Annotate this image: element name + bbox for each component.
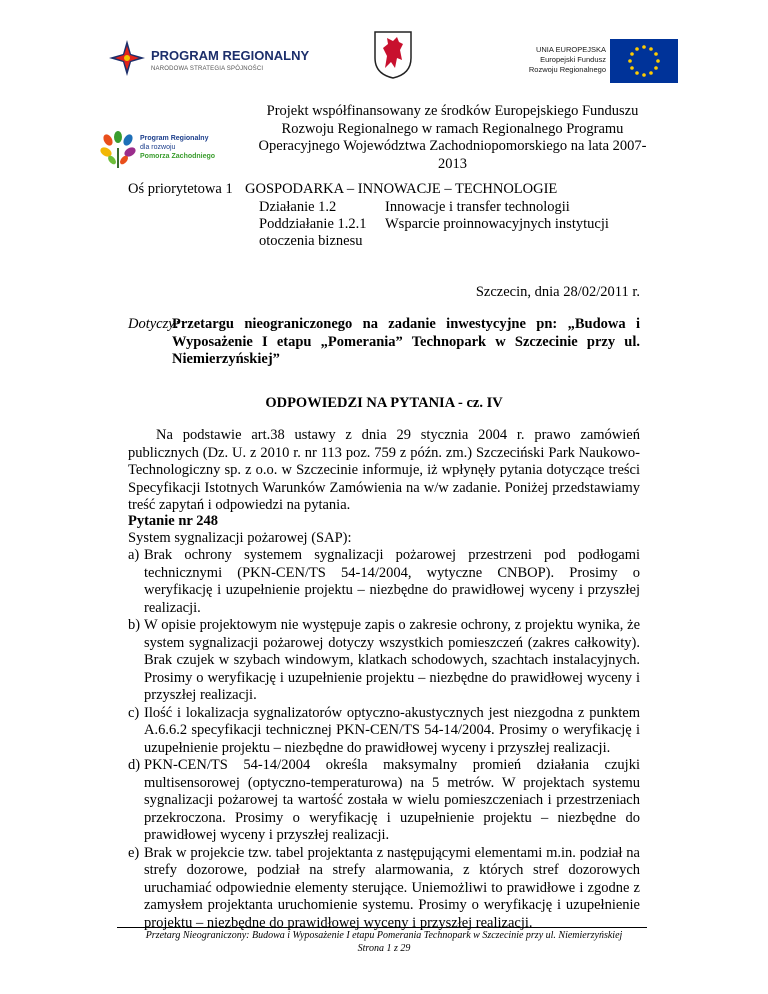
program-regionalny-subtitle: NARODOWA STRATEGIA SPÓJNOŚCI — [151, 66, 264, 72]
page-number: Strona 1 z 29 — [357, 942, 411, 954]
footer-divider — [117, 927, 647, 928]
pomorze-zachodnie-logo — [100, 130, 230, 170]
eu-logo-line1: UNIA EUROPEJSKA — [535, 45, 606, 54]
submeasure-value: Wsparcie proinnowacyjnych instytucji — [385, 216, 609, 232]
program-regionalny-star-icon — [107, 38, 147, 78]
list-item — [128, 547, 640, 617]
pomorze-logo-line2: dla rozwoju — [140, 144, 176, 151]
list-item-letter: b) — [128, 617, 141, 633]
question-subtitle: System sygnalizacji pożarowej (SAP): — [128, 530, 352, 546]
eu-logo-line3: Rozwoju Regionalnego — [528, 65, 606, 74]
list-item-letter: e) — [128, 844, 140, 861]
intro-paragraph — [128, 427, 640, 515]
list-item-text: PKN-CEN/TS 54-14/2004 określa maksymalny promień działania czujki multisensorowej (optyczno-temperaturowa) na 5 metrów. W projektach systemu sygnalizacji pożarowej ta wartość została w wielu pomieszczeniach i przestrzeniach przekroczona. Prosimy o weryfikację i uzupełnienie projektu – niezbędne do prawidłowej wyceny i przyszłej realizacji. — [144, 757, 640, 843]
pomorze-logo-line1: Program Regionalny — [140, 135, 209, 142]
eu-flag-icon — [610, 39, 678, 83]
footer-title: Przetarg Nieograniczony: Budowa i Wyposażenie I etapu Pomerania Technopark w Szczecinie przy ul. Niemierzyńskiej — [145, 930, 623, 941]
griffin-crest-logo — [373, 30, 413, 80]
list-item-letter: c) — [128, 704, 140, 721]
list-item — [128, 757, 640, 845]
list-item — [128, 845, 640, 933]
subject-label: Dotyczy: — [128, 316, 180, 332]
program-regionalny-logo — [107, 38, 310, 84]
pomorze-logo-text — [140, 134, 215, 161]
subject-line-2: Wyposażenie I etapu „Pomerania” Technopark w Szczecinie przy ul. — [172, 333, 640, 350]
priority-axis-value: GOSPODARKA – INNOWACJE – TECHNOLOGIE — [245, 181, 558, 197]
place-and-date: Szczecin, dnia 28/02/2011 r. — [475, 284, 640, 300]
measure-label: Działanie 1.2 — [259, 199, 337, 215]
priority-axis-label: Oś priorytetowa 1 — [128, 181, 233, 197]
document-heading: ODPOWIEDZI NA PYTANIA - cz. IV — [265, 395, 503, 411]
question-title: Pytanie nr 248 — [128, 513, 218, 529]
griffin-crest-icon — [373, 30, 413, 80]
list-item-text: Brak ochrony systemem sygnalizacji pożarowej przestrzeni pod podłogami technicznymi (PKN-CEN/TS 54-14/2004, wytyczne CNBOP). Prosimy o weryfikację i uzupełnienie projektu – niezbędne do prawidłowej wyceny i przyszłej realizacji. — [144, 547, 640, 616]
list-item — [128, 617, 640, 705]
list-item-letter: a) — [128, 547, 140, 563]
submeasure-label: Poddziałanie 1.2.1 — [259, 216, 367, 232]
list-item — [128, 705, 640, 758]
subject-line-3: Niemierzyńskiej” — [172, 351, 280, 367]
submeasure-value-continued: otoczenia biznesu — [259, 233, 363, 249]
eu-logo — [512, 37, 678, 85]
list-item-letter: d) — [128, 757, 141, 773]
eu-logo-line2: Europejski Fundusz — [540, 55, 606, 64]
subject-block — [128, 316, 640, 369]
subject-line-1: Przetargu nieograniczonego na zadanie inwestycyjne pn: „Budowa i — [172, 316, 640, 332]
eu-logo-text — [496, 45, 606, 75]
measure-value: Innowacje i transfer technologii — [385, 199, 570, 215]
list-item-text: Brak w projekcie tzw. tabel projektanta z następującymi elementami m.in. podział na strefy dozorowe, podział na strefy alarmowania, z których stref dozorowych uruchamiać odpowiednie elementy sterujące. Uniemożliwi to prawidłowe i zgodne z zamysłem projektanta uruchomienie systemu. Prosimy o weryfikację i uzupełnienie projektu – niezbędne do prawidłowej wyceny i przyszłej realizacji. — [144, 844, 640, 931]
pomorze-logo-line3: Pomorza Zachodniego — [140, 153, 216, 160]
pomorze-tree-icon — [100, 130, 136, 170]
list-item-text: Ilość i lokalizacja sygnalizatorów optyczno-akustycznych jest niezgodna z punktem A.6.6.2 specyfikacji technicznej PKN-CEN/TS 54-14/2004. Prosimy o weryfikację i uzupełnienie projektu – niezbędne do prawidłowej wyceny i przyszłej realizacji. — [144, 704, 640, 756]
project-cofinancing-text: Projekt współfinansowany ze środków Europejskiego Funduszu Rozwoju Regionalnego w ramach Regionalnego Programu Operacyjnego Województwa Zachodniopomorskiego na lata 2007-2013 — [258, 103, 647, 172]
intro-text: Na podstawie art.38 ustawy z dnia 29 stycznia 2004 r. prawo zamówień publicznych (Dz. U. z 2010 r. nr 113 poz. 759 z późn. zm.) Szczeciński Park Naukowo-Technologiczny sp. z o.o. w Szczecinie informuje, iż wpłynęły pytania dotyczące treści Specyfikacji Istotnych Warunków Zamówienia na w/w zadanie. Poniżej przedstawiamy treść zapytań i odpowiedzi na pytania. — [128, 427, 640, 513]
page-footer — [100, 930, 668, 955]
list-item-text: W opisie projektowym nie występuje zapis o zakresie ochrony, z projektu wynika, że system sygnalizacji pożarowej dotyczy wszystkich pomieszczeń (zakres całkowity). Brak czujek w szybach windowym, klatkach schodowych, szachtach instalacyjnych. Prosimy o weryfikację i uzupełnienie projektu – niezbędne do prawidłowej wyceny i przyszłej realizacji. — [144, 617, 640, 703]
question-items-list — [128, 547, 640, 932]
program-regionalny-title: PROGRAM REGIONALNY — [151, 48, 310, 63]
